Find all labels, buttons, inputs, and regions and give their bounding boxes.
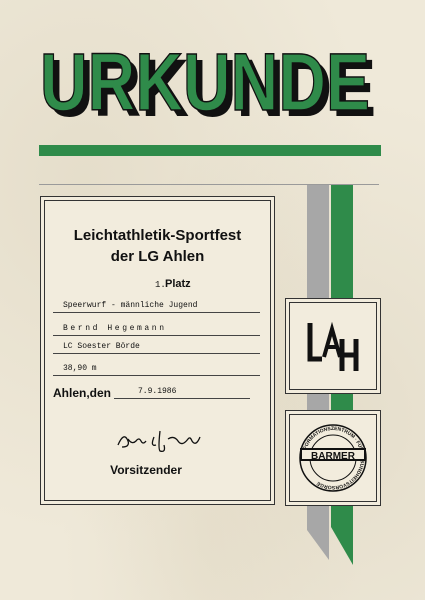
- title-underline-bar: [39, 145, 381, 156]
- club-field: LC Soester Börde: [53, 341, 260, 354]
- svg-text:INFORMATIONSZENTRUM · FÜR GESU: INFORMATIONSZENTRUM · FÜR GESUNDHEITSVORSORGE: [301, 425, 366, 491]
- barmer-logo-box: [285, 410, 381, 506]
- discipline-field: Speerwurf - männliche Jugend: [53, 300, 260, 313]
- signer-role: Vorsitzender: [110, 463, 182, 477]
- barmer-name: BARMER: [300, 448, 366, 461]
- certificate-panel: [40, 196, 275, 505]
- lah-logo-icon: [304, 317, 362, 375]
- event-title-line2: der LG Ahlen: [110, 248, 205, 265]
- svg-text:URKUNDE: URKUNDE: [46, 43, 376, 124]
- signature: [114, 425, 214, 455]
- svg-text:URKUNDE: URKUNDE: [40, 40, 370, 124]
- lah-logo-box: [285, 298, 381, 394]
- barmer-seal-icon: [297, 422, 369, 494]
- place-number: 1.: [155, 280, 166, 290]
- date-label: Ahlen,den: [53, 386, 112, 400]
- date-field: 7.9.1986: [114, 387, 250, 399]
- document-title: [36, 40, 386, 124]
- athlete-name-field: Bernd Hegemann: [53, 323, 260, 336]
- divider-line: [39, 184, 379, 185]
- event-title-line1: Leichtathletik-Sportfest: [73, 227, 242, 244]
- place-label: Platz: [165, 278, 191, 290]
- result-field: 38,90 m: [53, 363, 260, 376]
